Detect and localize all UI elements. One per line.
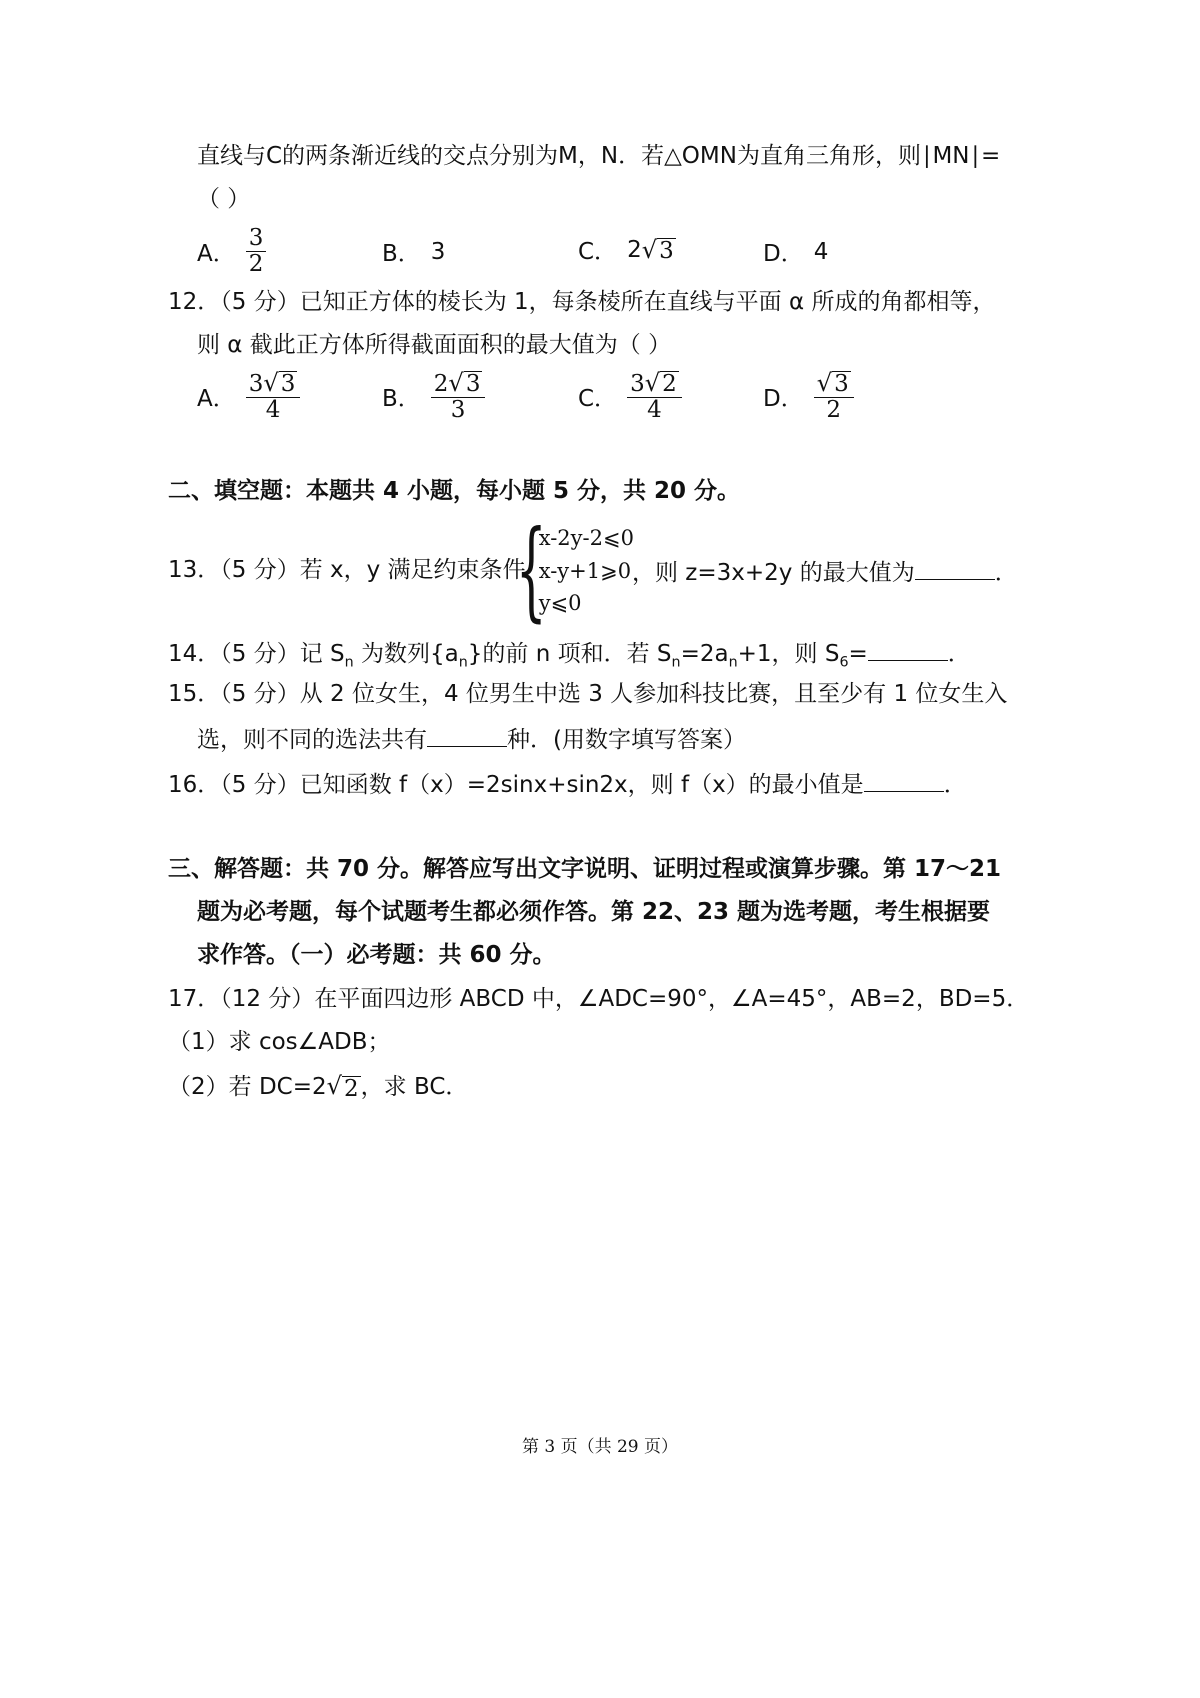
q12-option-d bbox=[763, 370, 854, 424]
q17-part2: （2）若 DC=2 √ 2 ，求 BC． bbox=[168, 1072, 469, 1102]
q12-line2: 则 α 截此正方体所得截面面积的最大值为（ ） bbox=[197, 332, 672, 358]
q13-suffix: ，则 z=3x+2y 的最大值为 ． bbox=[632, 557, 1018, 588]
sqrt: √ 3 bbox=[641, 235, 674, 265]
option-label: A． bbox=[197, 386, 236, 413]
q16-line: 16．（5 分）已知函数 f（x）=2sinx+sin2x，则 f（x）的最小值是 ． bbox=[168, 769, 967, 800]
fraction: $\frac{3}{2}$ bbox=[246, 226, 267, 278]
option-label: B． bbox=[382, 241, 421, 267]
q15-line2: 选，则不同的选法共有 种．(用数字填写答案） bbox=[197, 724, 746, 755]
section3-line1: 三、解答题：共 70 分。解答应写出文字说明、证明过程或演算步骤。第 17～21 bbox=[168, 856, 1002, 882]
q11-option-b bbox=[382, 235, 445, 268]
brace-icon: { bbox=[515, 508, 547, 634]
constraint-2: x-y+1⩾0 bbox=[538, 558, 632, 583]
q14-line: 14．（5 分）记 $S_n$ 为数列$\{a_n\}$的前 n 项和．若 $S_n=2a_n+1$，则 $S_6=$ ． bbox=[168, 638, 971, 672]
q12-option-b bbox=[382, 370, 485, 424]
constraint-3: y⩽0 bbox=[538, 591, 582, 616]
q11-paren: （ ） bbox=[197, 186, 251, 212]
q11-option-c bbox=[578, 233, 676, 266]
fraction: √ 3 2 bbox=[814, 370, 854, 424]
fraction: 2 √ 3 3 bbox=[431, 370, 486, 424]
q11-line1: 直线与C的两条渐近线的交点分别为M，N．若△OMN为直角三角形，则∣MN∣= bbox=[197, 143, 1001, 169]
section2-heading: 二、填空题：本题共 4 小题，每小题 5 分，共 20 分。 bbox=[168, 478, 741, 504]
q17-part1: （1）求 cos∠ADB； bbox=[168, 1029, 391, 1055]
q13-prefix: 13．（5 分）若 x，y 满足约束条件 bbox=[168, 557, 526, 583]
section3-line3: 求作答。（一）必考题：共 60 分。 bbox=[197, 942, 556, 968]
coefficient: 2 bbox=[627, 236, 642, 263]
option-label: C． bbox=[578, 239, 618, 265]
option-label: A． bbox=[197, 241, 236, 268]
option-value: 4 bbox=[813, 238, 829, 265]
constraint-system bbox=[478, 508, 634, 634]
option-label: D． bbox=[763, 241, 804, 267]
answer-blank[interactable] bbox=[915, 557, 995, 580]
section3-line2: 题为必考题，每个试题考生都必须作答。第 22、23 题为选考题，考生根据要 bbox=[197, 899, 991, 925]
page-footer: 第 3 页（共 29 页） bbox=[521, 1437, 679, 1457]
constraint-lines bbox=[539, 522, 634, 620]
q12-line1: 12．（5 分）已知正方体的棱长为 1，每条棱所在直线与平面 α 所成的角都相等， bbox=[168, 289, 996, 315]
q17-line1: 17．（12 分）在平面四边形 ABCD 中，∠ADC=90°，∠A=45°，AB=2，BD=5． bbox=[168, 986, 1030, 1012]
q11-option-d bbox=[763, 235, 828, 268]
fraction: 3 √ 3 4 bbox=[246, 370, 301, 424]
option-label: D． bbox=[763, 386, 804, 413]
q11-option-a bbox=[197, 226, 266, 278]
constraint-1: x-2y-2⩽0 bbox=[538, 526, 634, 550]
sqrt: √ 2 bbox=[326, 1072, 359, 1102]
answer-blank[interactable] bbox=[868, 638, 948, 661]
answer-blank[interactable] bbox=[427, 724, 507, 747]
option-label: C． bbox=[578, 386, 618, 413]
answer-blank[interactable] bbox=[864, 769, 944, 792]
option-value: 3 bbox=[430, 238, 446, 265]
q12-option-a bbox=[197, 370, 300, 424]
q15-line1: 15．（5 分）从 2 位女生，4 位男生中选 3 人参加科技比赛，且至少有 1 位女生入 bbox=[168, 681, 1008, 707]
fraction: 3 √ 2 4 bbox=[627, 370, 682, 424]
option-label: B． bbox=[382, 386, 421, 413]
q12-option-c bbox=[578, 370, 682, 424]
